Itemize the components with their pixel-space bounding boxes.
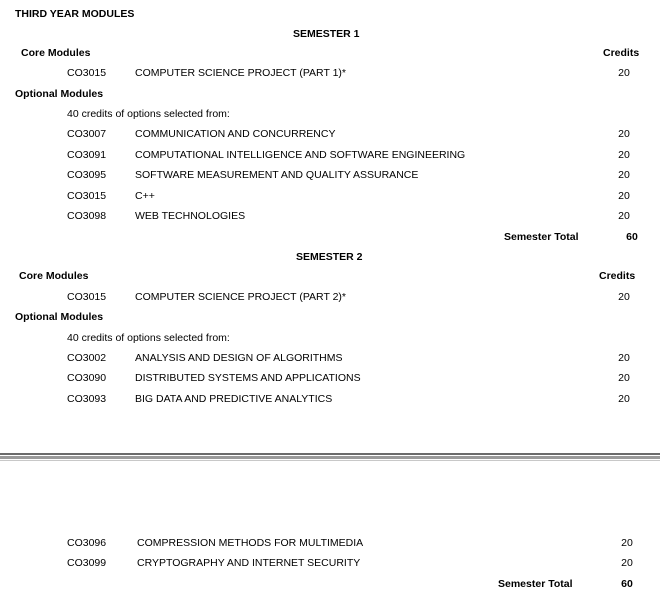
module-name: BIG DATA AND PREDICTIVE ANALYTICS [135, 393, 333, 405]
s2-credits-header: Credits [599, 270, 636, 282]
module-credits: 20 [618, 128, 630, 140]
module-name: C++ [135, 190, 155, 202]
module-code: CO3015 [67, 67, 107, 79]
module-credits: 20 [618, 149, 630, 161]
s2-semester-total-label: Semester Total [498, 578, 573, 590]
module-credits: 20 [618, 67, 630, 79]
module-code: CO3098 [67, 210, 107, 222]
module-credits: 20 [621, 557, 633, 569]
semester-2-title: SEMESTER 2 [296, 251, 363, 263]
module-code: CO3091 [67, 149, 107, 161]
s2-options-note: 40 credits of options selected from: [67, 332, 230, 344]
module-credits: 20 [621, 537, 633, 549]
module-code: CO3096 [67, 537, 107, 549]
module-name: COMPUTER SCIENCE PROJECT (PART 1)* [135, 67, 347, 79]
module-credits: 20 [618, 291, 630, 303]
s1-optional-modules-label: Optional Modules [15, 88, 104, 100]
module-code: CO3095 [67, 169, 107, 181]
module-credits: 20 [618, 393, 630, 405]
module-credits: 20 [618, 210, 630, 222]
module-code: CO3015 [67, 190, 107, 202]
s1-semester-total-label: Semester Total [504, 231, 579, 243]
s1-core-modules-label: Core Modules [21, 47, 91, 59]
semester-1-title: SEMESTER 1 [293, 28, 360, 40]
module-name: SOFTWARE MEASUREMENT AND QUALITY ASSURANCE [135, 169, 419, 181]
module-code: CO3099 [67, 557, 107, 569]
document-heading: THIRD YEAR MODULES [15, 8, 135, 20]
module-credits: 20 [618, 169, 630, 181]
s2-core-modules-label: Core Modules [19, 270, 89, 282]
module-name: WEB TECHNOLOGIES [135, 210, 246, 222]
module-code: CO3015 [67, 291, 107, 303]
module-name: COMMUNICATION AND CONCURRENCY [135, 128, 336, 140]
module-code: CO3093 [67, 393, 107, 405]
module-name: ANALYSIS AND DESIGN OF ALGORITHMS [135, 352, 343, 364]
s1-options-note: 40 credits of options selected from: [67, 108, 230, 120]
module-name: CRYPTOGRAPHY AND INTERNET SECURITY [137, 557, 361, 569]
s1-credits-header: Credits [603, 47, 640, 59]
module-code: CO3002 [67, 352, 107, 364]
module-credits: 20 [618, 372, 630, 384]
module-name: DISTRIBUTED SYSTEMS AND APPLICATIONS [135, 372, 361, 384]
module-name: COMPRESSION METHODS FOR MULTIMEDIA [137, 537, 364, 549]
s1-semester-total-value: 60 [626, 231, 638, 243]
s2-optional-modules-label: Optional Modules [15, 311, 104, 323]
module-credits: 20 [618, 352, 630, 364]
module-credits: 20 [618, 190, 630, 202]
module-name: COMPUTATIONAL INTELLIGENCE AND SOFTWARE ENGINEERING [135, 149, 466, 161]
module-code: CO3007 [67, 128, 107, 140]
page-break-separator [0, 453, 660, 462]
s2-semester-total-value: 60 [621, 578, 633, 590]
module-name: COMPUTER SCIENCE PROJECT (PART 2)* [135, 291, 347, 303]
module-code: CO3090 [67, 372, 107, 384]
